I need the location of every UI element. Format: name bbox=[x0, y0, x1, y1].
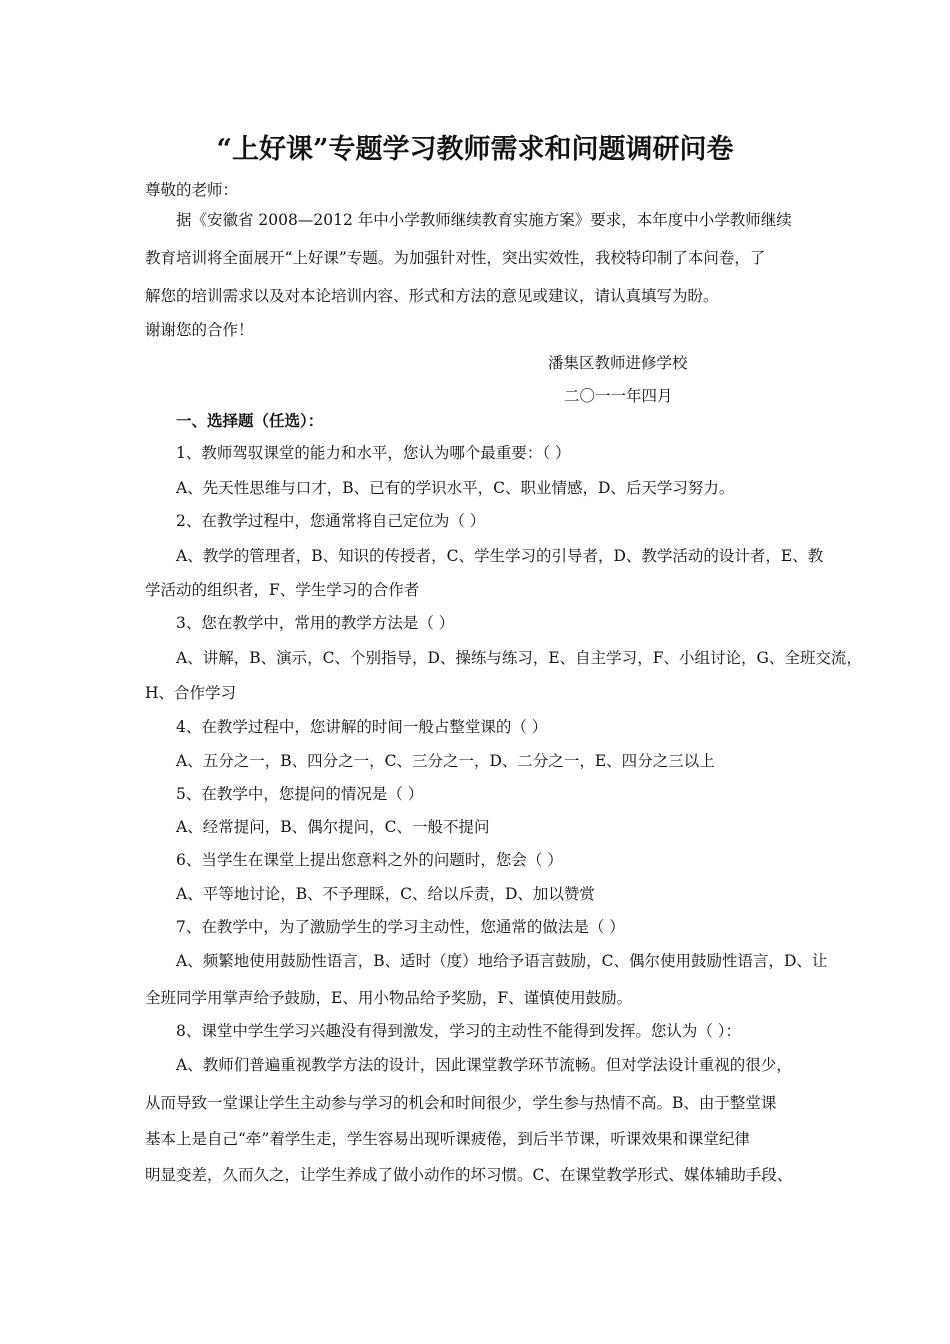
intro-line: 教育培训将全面展开“上好课”专题。为加强针对性，突出实效性，我校特印制了本问卷，了 bbox=[145, 249, 766, 267]
option-line: H、合作学习 bbox=[145, 684, 237, 702]
option-line: A、五分之一，B、四分之一，C、三分之一，D、二分之一，E、四分之三以上 bbox=[176, 752, 715, 770]
option-line: A、平等地讨论，B、不予理睬，C、给以斥责，D、加以赞赏 bbox=[176, 885, 595, 903]
greeting: 尊敬的老师： bbox=[145, 181, 239, 199]
option-line: A、频繁地使用鼓励性语言，B、适时（度）地给予语言鼓励，C、偶尔使用鼓励性语言，D、让 bbox=[176, 952, 828, 970]
question-1: 1、教师驾驭课堂的能力和水平，您认为哪个最重要：（ ） bbox=[176, 444, 571, 462]
option-line: 从而导致一堂课让学生主动参与学习的机会和时间很少，学生参与热情不高。B、由于整堂课 bbox=[145, 1094, 777, 1112]
question-6: 6、当学生在课堂上提出您意料之外的问题时，您会（ ） bbox=[176, 851, 563, 869]
signature-org: 潘集区教师进修学校 bbox=[548, 354, 688, 372]
option-line: A、先天性思维与口才，B、已有的学识水平，C、职业情感，D、后天学习努力。 bbox=[176, 479, 735, 497]
option-line: 全班同学用掌声给予鼓励，E、用小物品给予奖励，F、谨慎使用鼓励。 bbox=[145, 989, 633, 1007]
question-2: 2、在教学过程中，您通常将自己定位为（ ） bbox=[176, 512, 486, 530]
option-line: 学活动的组织者，F、学生学习的合作者 bbox=[145, 581, 420, 599]
signature-date: 二〇一一年四月 bbox=[564, 387, 673, 405]
option-line: A、讲解，B、演示，C、个别指导，D、操练与练习，E、自主学习，F、小组讨论，G、全班交流， bbox=[176, 649, 862, 667]
question-4: 4、在教学过程中，您讲解的时间一般占整堂课的（ ） bbox=[176, 718, 548, 736]
option-line: 明显变差，久而久之，让学生养成了做小动作的坏习惯。C、在课堂教学形式、媒体辅助手段、 bbox=[145, 1166, 793, 1184]
question-8: 8、课堂中学生学习兴趣没有得到激发，学习的主动性不能得到发挥。您认为（ ）： bbox=[176, 1022, 742, 1040]
option-line: A、经常提问，B、偶尔提问，C、一般不提问 bbox=[176, 818, 490, 836]
intro-line: 解您的培训需求以及对本论培训内容、形式和方法的意见或建议，请认真填写为盼。 bbox=[145, 287, 719, 305]
question-3: 3、您在教学中，常用的教学方法是（ ） bbox=[176, 614, 455, 632]
thanks-line: 谢谢您的合作！ bbox=[145, 321, 254, 339]
option-line: 基本上是自己“牵”着学生走，学生容易出现听课疲倦，到后半节课，听课效果和课堂纪律 bbox=[145, 1130, 750, 1148]
section-title: 一、选择题（任选）： bbox=[176, 411, 324, 430]
question-5: 5、在教学中，您提问的情况是（ ） bbox=[176, 785, 424, 803]
option-line: A、教师们普遍重视教学方法的设计，因此课堂教学环节流畅。但对学法设计重视的很少， bbox=[176, 1056, 792, 1074]
document-title: “上好课”专题学习教师需求和问题调研问卷 bbox=[216, 134, 734, 165]
intro-line: 据《安徽省 2008—2012 年中小学教师继续教育实施方案》要求，本年度中小学教师继续 bbox=[176, 211, 792, 229]
question-7: 7、在教学中，为了激励学生的学习主动性，您通常的做法是（ ） bbox=[176, 918, 625, 936]
option-line: A、教学的管理者，B、知识的传授者，C、学生学习的引导者，D、教学活动的设计者，E、教 bbox=[176, 547, 824, 565]
